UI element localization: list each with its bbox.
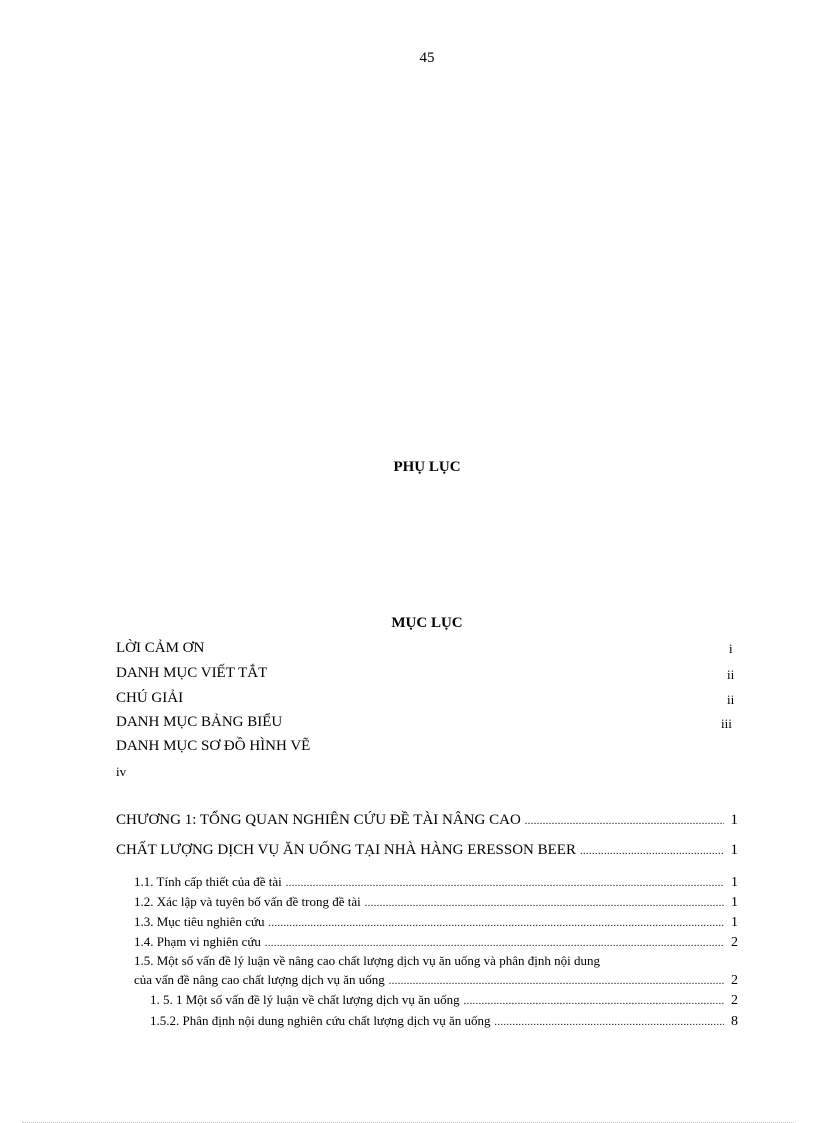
toc-item-page: 2 bbox=[731, 993, 738, 1008]
toc-item-label: 1.5.2. Phân định nội dung nghiên cứu chất lượng dịch vụ ăn uống bbox=[150, 1013, 491, 1028]
toc-entry-abbreviations[interactable]: DANH MỤC VIẾT TẮT bbox=[116, 665, 268, 681]
toc-item-1-4[interactable] bbox=[134, 934, 738, 951]
toc-item-1-5-line1[interactable]: 1.5. Một số vấn đề lý luận về nâng cao chất lượng dịch vụ ăn uống và phân định nội dung bbox=[134, 953, 600, 968]
toc-page-tables: iii bbox=[721, 716, 732, 731]
toc-page-abbreviations: ii bbox=[727, 667, 735, 682]
toc-chapter-1-line2[interactable] bbox=[116, 842, 738, 859]
toc-item-label: 1.3. Mục tiêu nghiên cứu bbox=[134, 914, 265, 929]
appendix-title: PHỤ LỤC bbox=[393, 459, 461, 475]
toc-title: MỤC LỤC bbox=[391, 615, 463, 631]
toc-item-1-3[interactable] bbox=[134, 914, 738, 931]
leader-dots bbox=[265, 938, 724, 949]
chapter-page-line2: 1 bbox=[730, 842, 738, 858]
toc-page-figures: iv bbox=[116, 764, 127, 779]
toc-item-page: 2 bbox=[731, 973, 738, 988]
leader-dots bbox=[464, 996, 724, 1007]
toc-chapter-1-line1[interactable] bbox=[116, 812, 738, 829]
chapter-page-line1: 1 bbox=[730, 812, 738, 828]
leader-dots bbox=[269, 918, 724, 929]
toc-item-page: 1 bbox=[731, 875, 738, 890]
toc-item-page: 8 bbox=[731, 1014, 738, 1029]
toc-item-label: 1.1. Tính cấp thiết của đề tài bbox=[134, 874, 282, 889]
toc-entry-glossary[interactable]: CHÚ GIẢI bbox=[116, 690, 184, 706]
leader-dots bbox=[286, 878, 724, 889]
leader-dots bbox=[495, 1017, 724, 1028]
toc-item-1-5-2[interactable] bbox=[150, 1013, 738, 1030]
toc-item-1-1[interactable] bbox=[134, 874, 738, 891]
toc-item-page: 1 bbox=[731, 915, 738, 930]
toc-entry-figures[interactable]: DANH MỤC SƠ ĐỒ HÌNH VẼ bbox=[116, 738, 311, 754]
leader-dots bbox=[365, 898, 724, 909]
leader-dots bbox=[525, 816, 724, 827]
toc-item-label: của vấn đề nâng cao chất lượng dịch vụ ăn uống bbox=[134, 972, 385, 987]
toc-page-acknowledgements: i bbox=[729, 641, 733, 656]
chapter-title-line2: CHẤT LƯỢNG DỊCH VỤ ĂN UỐNG TẠI NHÀ HÀNG ERESSON BEER bbox=[116, 842, 576, 858]
toc-item-page: 1 bbox=[731, 895, 738, 910]
toc-item-label: 1.4. Phạm vi nghiên cứu bbox=[134, 934, 261, 949]
toc-page-glossary: ii bbox=[727, 692, 735, 707]
toc-item-label: 1.2. Xác lập và tuyên bố vấn đề trong đề tài bbox=[134, 894, 361, 909]
chapter-title-line1: CHƯƠNG 1: TỔNG QUAN NGHIÊN CỨU ĐỀ TÀI NÂNG CAO bbox=[116, 812, 521, 828]
toc-item-1-5-line2[interactable] bbox=[134, 972, 738, 989]
leader-dots bbox=[389, 976, 724, 987]
toc-entry-acknowledgements[interactable]: LỜI CẢM ƠN bbox=[116, 640, 205, 656]
toc-item-1-2[interactable] bbox=[134, 894, 738, 911]
leader-dots bbox=[580, 846, 724, 857]
toc-item-1-5-1[interactable] bbox=[150, 992, 738, 1009]
toc-item-label: 1. 5. 1 Một số vấn đề lý luận về chất lượng dịch vụ ăn uống bbox=[150, 992, 460, 1007]
toc-entry-tables[interactable]: DANH MỤC BẢNG BIỂU bbox=[116, 714, 283, 730]
page-number: 45 bbox=[419, 50, 435, 66]
toc-item-page: 2 bbox=[731, 935, 738, 950]
